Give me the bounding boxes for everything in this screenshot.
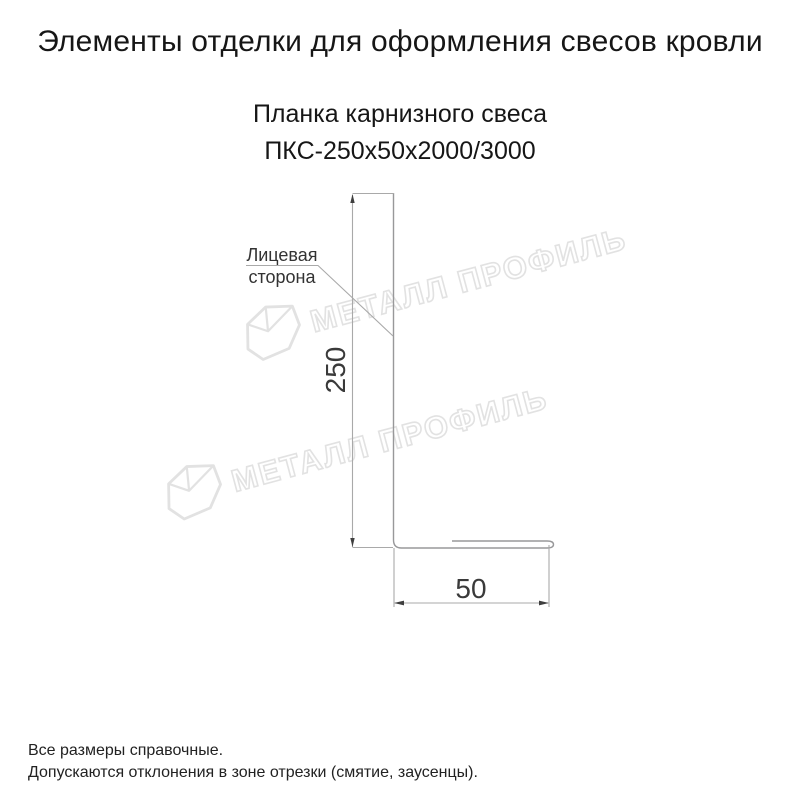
product-title: Планка карнизного свеса [252, 100, 548, 128]
height-dim-label: 250 [320, 346, 351, 394]
metall-profil-logo-icon [239, 300, 306, 363]
watermark-text: МЕТАЛЛ ПРОФИЛЬ [227, 380, 552, 499]
footer-note-2: Допускаются отклонения в зоне отрезки (смятие, заусенцы). [28, 763, 478, 781]
arrow-right-icon [539, 601, 549, 606]
face-side-label-line1: Лицевая [246, 245, 318, 265]
page-title: Элементы отделки для оформления свесов кровли [37, 25, 763, 58]
footer-notes [28, 740, 478, 783]
watermark-lower [160, 372, 553, 522]
arrow-up-icon [350, 194, 354, 203]
metall-profil-logo-icon [160, 459, 227, 522]
arrow-down-icon [350, 538, 354, 547]
face-side-label [240, 244, 324, 288]
width-dim-label: 50 [455, 573, 487, 604]
arrow-left-icon [394, 601, 404, 606]
watermark-text: МЕТАЛЛ ПРОФИЛЬ [306, 221, 631, 340]
product-model: ПКС-250х50х2000/3000 [264, 137, 536, 165]
face-side-label-line2: сторона [248, 267, 316, 287]
footer-note-1: Все размеры справочные. [28, 742, 224, 759]
